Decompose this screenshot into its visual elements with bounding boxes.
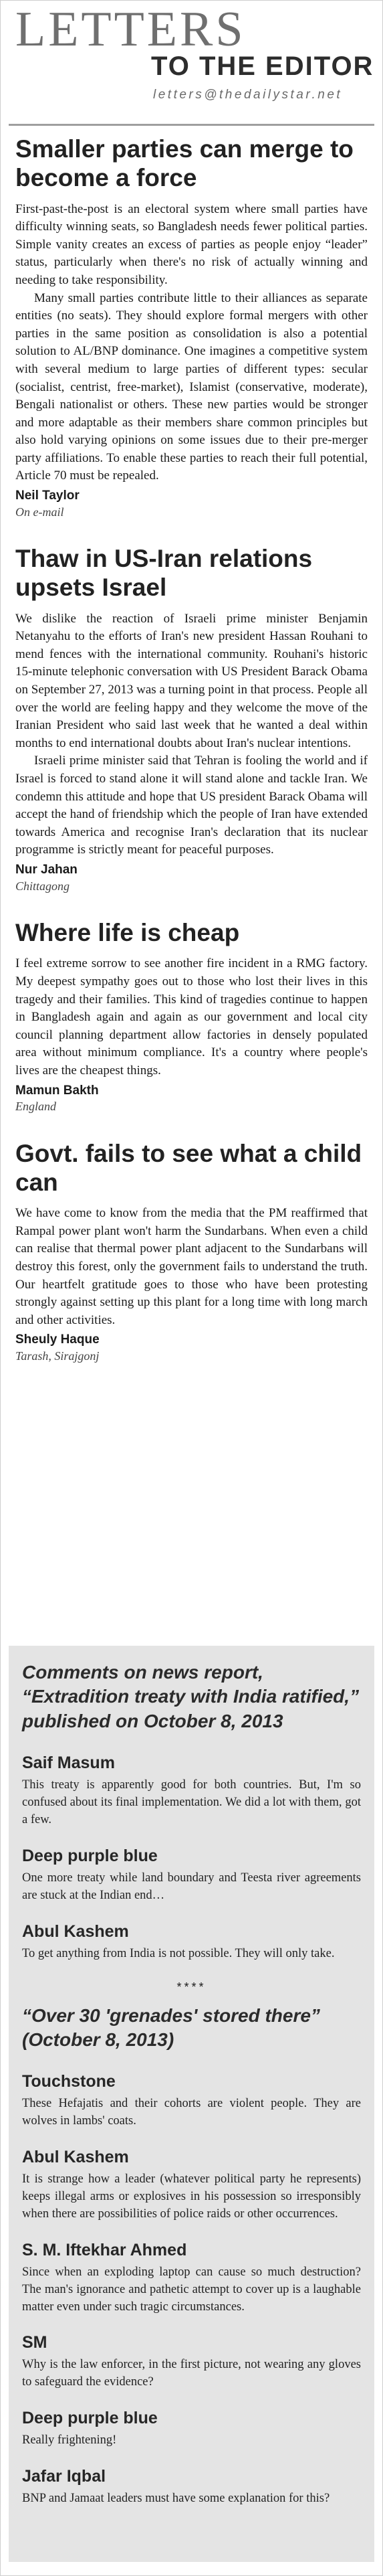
masthead [1,1,382,135]
comment-text: Really frightening! [22,2433,117,2448]
letter [15,544,368,894]
letter-signer: Nur Jahan [15,863,78,877]
comment-author: Abul Kashem [22,1921,129,1941]
letter-body [15,1205,368,1329]
letter-paragraph: We dislike the reaction of Israeli prime minister Benjamin Netanyahu to the efforts of Iran's new president Hassan Rouhani to mend fences with the international community. Rouhani's historic 15-minute telephonic conversation with US President Barack Obama on September 27, 2013 was a turning point in that process. People all over the world are feeling happy and they welcome the move of the Iranian President who said last week that he wanted a deal within months to end international doubts about Iran's nuclear intentions. [15,611,368,750]
comments-heading: Comments on news report, “Extradition treaty with India ratified,” published on October 8, 2013 [22,1662,360,1731]
letter-headline: Where life is cheap [15,919,240,947]
comment-text: It is strange how a leader (whatever political party he represents) keeps illegal arms or explosives in his possession so irresponsibly when there are possibilities of police raids or other occurrences. [22,2172,361,2221]
letter-signer: Mamun Bakth [15,1083,99,1098]
masthead-divider [9,124,374,126]
letter-headline: Govt. fails to see what a child can [15,1139,362,1196]
comment [22,2241,361,2316]
letter-headline: Smaller parties can merge to become a force [15,135,354,192]
comment-author: Deep purple blue [22,2409,158,2428]
letter-body [15,610,368,859]
comment [22,1922,361,1963]
letter-place: Tarash, Sirajgonj [15,1349,100,1363]
comment-text: These Hefajatis and their cohorts are violent people. They are wolves in lambs' coats. [22,2097,361,2128]
comment-author: Deep purple blue [22,1846,158,1865]
masthead-email: letters@thedailystar.net [153,88,343,102]
masthead-title: LETTERS [15,2,246,57]
comment [22,2467,361,2508]
letter-place: On e-mail [15,505,64,519]
letter-signer: Sheuly Haque [15,1333,100,1347]
letter-place: England [15,1100,56,1114]
comment-author: S. M. Iftekhar Ahmed [22,2240,187,2259]
masthead-subtitle: TO THE EDITOR [151,52,374,81]
comment [22,1847,361,1905]
comment-author: Jafar Iqbal [22,2467,106,2486]
letter [15,918,368,1115]
comments-separator: **** [176,1980,207,1994]
comments-panel [9,1646,374,2562]
letter-signer: Neil Taylor [15,489,80,503]
comment-text: Why is the law enforcer, in the first picture, not wearing any gloves to safeguard the evidence? [22,2358,361,2389]
comment [22,2409,361,2450]
letter-place: Chittagong [15,879,70,893]
comment [22,2072,361,2130]
letter-paragraph: I feel extreme sorrow to see another fire incident in a RMG factory. My deepest sympathy goes out to those who lost their lives in this tragedy and their families. This kind of tragedies continue to happen in Bangladesh again and again as our government and local city council planning department allow factories in densely populated area without minimum compliance. It's a country where people's lives are the cheapest things. [15,956,368,1078]
comment-author: Saif Masum [22,1753,115,1773]
comment-text: One more treaty while land boundary and Teesta river agreements are stuck at the Indian end… [22,1871,361,1902]
comment-author: Abul Kashem [22,2148,129,2167]
comment [22,1753,361,1829]
comment [22,2148,361,2223]
letter-paragraph: First-past-the-post is an electoral system where small parties have difficulty winning seats, so Bangladesh needs fewer political parties. Simple vanity creates an excess of parties as people enjoy “leader” status, particularly when there's no risk of actually winning and needing to take responsibility. [15,201,368,287]
letter [15,1139,368,1365]
comments-heading: “Over 30 'grenades' stored there” (October 8, 2013) [22,2004,320,2050]
letters-list [1,135,382,1364]
comment-author: Touchstone [22,2072,116,2091]
letter [15,135,368,520]
letter-body [15,955,368,1080]
comment-author: SM [22,2333,47,2352]
letter-paragraph: We have come to know from the media that the PM reaffirmed that Rampal power plant won't harm the Sundarbans. When even a child can realise that thermal power plant adjacent to the Sundarbans will destroy this forest, only the government fails to understand the truth. Our heartfelt gratitude goes to those who have been protesting strongly against setting up this plant for a long time with long march and other activities. [15,1206,368,1327]
letter-headline: Thaw in US-Iran relations upsets Israel [15,545,313,602]
letter-body [15,201,368,486]
comment-text: Since when an exploding laptop can cause so much destruction? The man's ignorance and pathetic attempt to cover up is a laughable matter even under such tragic circumstances. [22,2265,361,2314]
letter-paragraph: Many small parties contribute little to their alliances as separate entities (no seats). They should explore formal mergers with other parties in the same position as consolidation is also a potential solution to AL/BNP dominance. One imagines a competitive system with several medium to large parties of different types: secular (socialist, centrist, free-market), Islamist (conservative, moderate), Bengali nationalist or others. These new parties would be stronger and more adaptable as their members share common principles but also hold varying opinions on some issues due to their pre-merger party affiliations. To enable these parties to reach their full potential, Article 70 must be repealed. [15,290,368,483]
comment [22,2333,361,2391]
letter-paragraph: Israeli prime minister said that Tehran is fooling the world and if Israel is forced to stand alone it will stand alone and tackle Iran. We condemn this attitude and hope that US president Barack Obama will accept the hand of friendship which the people of Iran have extended towards America and recognise Iran's declaration that its nuclear programme is strictly meant for peaceful purposes. [15,754,368,857]
comment-text: This treaty is apparently good for both countries. But, I'm so confused about its final implementation. We did a lot with them, got a few. [22,1778,361,1826]
comment-text: To get anything from India is not possible. They will only take. [22,1946,335,1960]
comment-text: BNP and Jamaat leaders must have some explanation for this? [22,2492,330,2506]
